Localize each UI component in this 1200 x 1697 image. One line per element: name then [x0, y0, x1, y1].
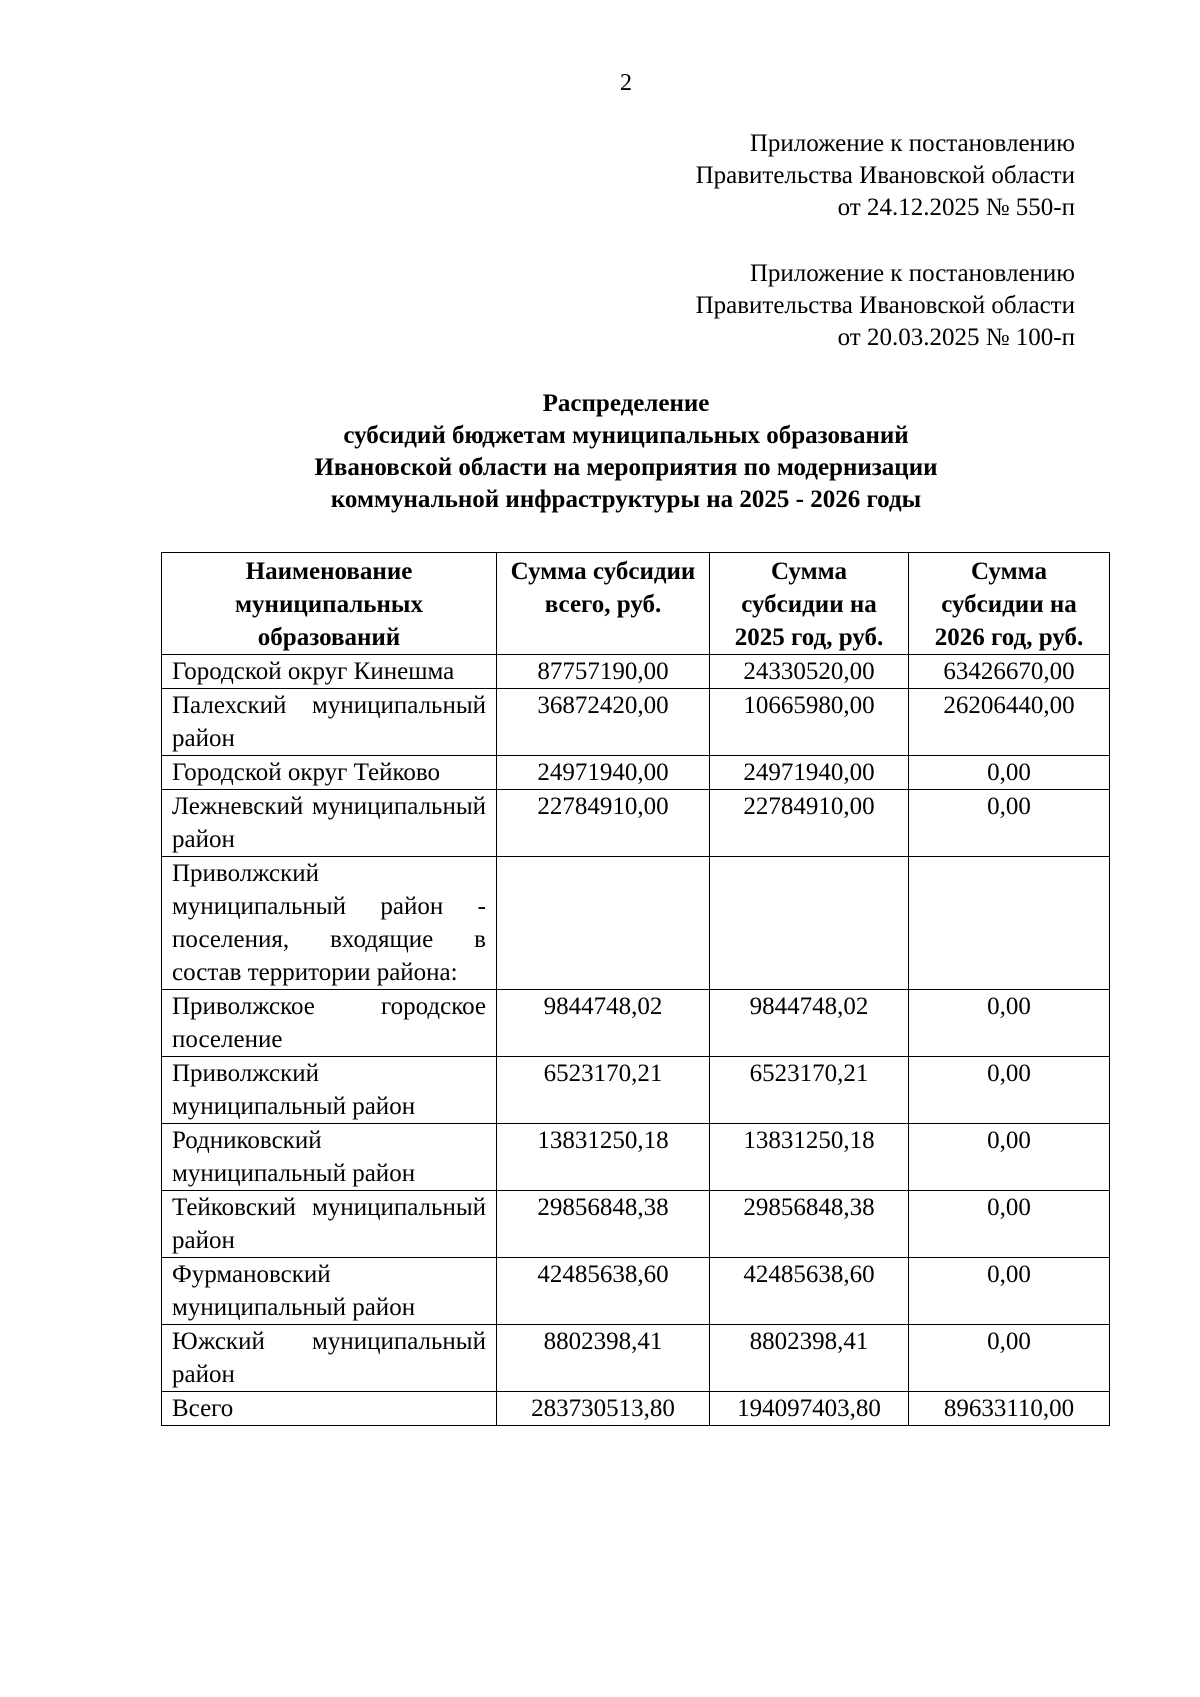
municipality-cell: Городской округ Тейково — [162, 756, 497, 790]
amount-2025-cell: 10665980,00 — [710, 689, 909, 756]
document-title — [0, 388, 1200, 516]
approval-date-line: от 24.12.2025 № 550-п — [837, 194, 1075, 221]
amount-2026-cell: 0,00 — [909, 990, 1110, 1057]
total-amount-cell: 42485638,60 — [497, 1258, 710, 1325]
table-row — [162, 990, 1110, 1057]
amount-2025-cell: 24330520,00 — [710, 655, 909, 689]
total-amount-cell: 87757190,00 — [497, 655, 710, 689]
table-row — [162, 857, 1110, 990]
total-amount-cell: 36872420,00 — [497, 689, 710, 756]
amount-2026-cell: 0,00 — [909, 1258, 1110, 1325]
total-amount-cell: 8802398,41 — [497, 1325, 710, 1392]
amount-2025-cell: 9844748,02 — [710, 990, 909, 1057]
amount-2026-cell: 0,00 — [909, 756, 1110, 790]
table-row — [162, 1258, 1110, 1325]
table-row — [162, 1057, 1110, 1124]
title-line: коммунальной инфраструктуры на 2025 - 2026 годы — [330, 486, 922, 513]
table-row — [162, 756, 1110, 790]
table-row — [162, 689, 1110, 756]
amount-2025-cell: 29856848,38 — [710, 1191, 909, 1258]
header-total-amount: Сумма субсидии всего, руб. — [497, 553, 710, 655]
amount-2025-cell: 8802398,41 — [710, 1325, 909, 1392]
amount-2026-cell: 26206440,00 — [909, 689, 1110, 756]
title-line: Ивановской области на мероприятия по модернизации — [314, 454, 938, 481]
table-row — [162, 1124, 1110, 1191]
approval-line: Приложение к постановлению — [749, 130, 1075, 157]
header-municipality: Наименование муниципальных образований — [162, 553, 497, 655]
municipality-cell: Всего — [162, 1392, 497, 1426]
header-amount-2025: Сумма субсидии на 2025 год, руб. — [710, 553, 909, 655]
municipality-cell: Южский муниципальный район — [162, 1325, 497, 1392]
table-row — [162, 1191, 1110, 1258]
approval-line: Правительства Ивановской области — [695, 292, 1075, 319]
total-amount-cell: 9844748,02 — [497, 990, 710, 1057]
amount-2025-cell: 194097403,80 — [710, 1392, 909, 1426]
amount-2026-cell: 0,00 — [909, 790, 1110, 857]
title-line: субсидий бюджетам муниципальных образований — [343, 422, 909, 449]
approval-date-line: от 20.03.2025 № 100-п — [837, 324, 1075, 351]
approval-note-current — [696, 128, 1075, 224]
table-row — [162, 1392, 1110, 1426]
amount-2026-cell: 89633110,00 — [909, 1392, 1110, 1426]
table-row — [162, 790, 1110, 857]
amount-2026-cell — [909, 857, 1110, 990]
amount-2026-cell: 0,00 — [909, 1057, 1110, 1124]
municipality-cell: Фурмановский муниципальный район — [162, 1258, 497, 1325]
municipality-cell: Родниковский муниципальный район — [162, 1124, 497, 1191]
amount-2026-cell: 0,00 — [909, 1124, 1110, 1191]
amount-2025-cell: 22784910,00 — [710, 790, 909, 857]
table-body — [162, 655, 1110, 1426]
municipality-cell: Приволжское городское поселение — [162, 990, 497, 1057]
municipality-cell: Городской округ Кинешма — [162, 655, 497, 689]
page-number: 2 — [620, 70, 632, 96]
subsidy-distribution-table — [161, 552, 1110, 1426]
total-amount-cell: 6523170,21 — [497, 1057, 710, 1124]
amount-2026-cell: 0,00 — [909, 1191, 1110, 1258]
municipality-cell: Лежневский муниципальный район — [162, 790, 497, 857]
amount-2025-cell — [710, 857, 909, 990]
approval-line: Приложение к постановлению — [749, 260, 1075, 287]
amount-2026-cell: 0,00 — [909, 1325, 1110, 1392]
table-row — [162, 1325, 1110, 1392]
amount-2026-cell: 63426670,00 — [909, 655, 1110, 689]
total-amount-cell: 283730513,80 — [497, 1392, 710, 1426]
municipality-cell: Приволжский муниципальный район — [162, 1057, 497, 1124]
total-amount-cell: 24971940,00 — [497, 756, 710, 790]
table-row — [162, 655, 1110, 689]
total-amount-cell — [497, 857, 710, 990]
municipality-cell: Тейковский муниципальный район — [162, 1191, 497, 1258]
amount-2025-cell: 24971940,00 — [710, 756, 909, 790]
total-amount-cell: 29856848,38 — [497, 1191, 710, 1258]
total-amount-cell: 13831250,18 — [497, 1124, 710, 1191]
title-line: Распределение — [542, 390, 710, 417]
approval-line: Правительства Ивановской области — [695, 162, 1075, 189]
amount-2025-cell: 42485638,60 — [710, 1258, 909, 1325]
table-header-row — [162, 553, 1110, 655]
municipality-cell: Палехский муниципальный район — [162, 689, 497, 756]
approval-note-previous — [696, 258, 1075, 354]
amount-2025-cell: 13831250,18 — [710, 1124, 909, 1191]
amount-2025-cell: 6523170,21 — [710, 1057, 909, 1124]
header-amount-2026: Сумма субсидии на 2026 год, руб. — [909, 553, 1110, 655]
total-amount-cell: 22784910,00 — [497, 790, 710, 857]
municipality-cell: Приволжский муниципальный район - поселения, входящие в состав территории района: — [162, 857, 497, 990]
